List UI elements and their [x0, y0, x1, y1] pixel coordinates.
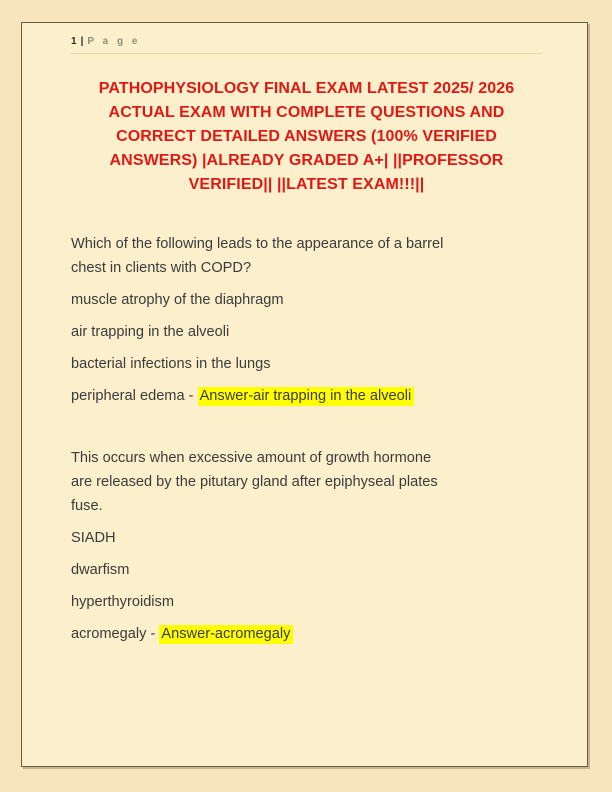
option-line: hyperthyroidism [71, 594, 175, 610]
question-prompt [71, 232, 542, 280]
title-line: PATHOPHYSIOLOGY FINAL EXAM LATEST 2025/ 2026 [98, 80, 515, 97]
page-word: P a g e [87, 36, 141, 47]
prompt-line: This occurs when excessive amount of growth hormone [71, 450, 432, 466]
title-line: CORRECT DETAILED ANSWERS (100% VERIFIED [116, 128, 497, 145]
question-block-1 [71, 232, 542, 408]
answer-line [71, 384, 542, 408]
option-line: SIADH [71, 530, 116, 546]
option-line: air trapping in the alveoli [71, 324, 230, 340]
option-line: dwarfism [71, 562, 130, 578]
header-separator: | [80, 36, 85, 47]
answer-line [71, 622, 542, 646]
answer-highlight: Answer-air trapping in the alveoli [198, 387, 415, 406]
question-block-2 [71, 446, 542, 646]
title-line: ACTUAL EXAM WITH COMPLETE QUESTIONS AND [108, 104, 505, 121]
prompt-line: are released by the pitutary gland after epiphyseal plates [71, 474, 438, 490]
title-line: VERIFIED|| ||LATEST EXAM!!!|| [188, 176, 425, 193]
option-line: muscle atrophy of the diaphragm [71, 292, 284, 308]
question-prompt [71, 446, 542, 518]
prompt-line: Which of the following leads to the appearance of a barrel [71, 236, 444, 252]
page-header [71, 35, 542, 54]
answer-highlight: Answer-acromegaly [159, 625, 293, 644]
prompt-line: fuse. [71, 498, 103, 514]
page-content [22, 23, 587, 646]
prompt-line: chest in clients with COPD? [71, 260, 252, 276]
option-line: bacterial infections in the lungs [71, 356, 271, 372]
answer-prefix: acromegaly - [71, 626, 160, 642]
exam-title [71, 77, 542, 197]
answer-prefix: peripheral edema - [71, 388, 198, 404]
page-number: 1 [71, 36, 78, 47]
document-page [21, 22, 588, 767]
title-line: ANSWERS) |ALREADY GRADED A+| ||PROFESSOR [109, 152, 504, 169]
